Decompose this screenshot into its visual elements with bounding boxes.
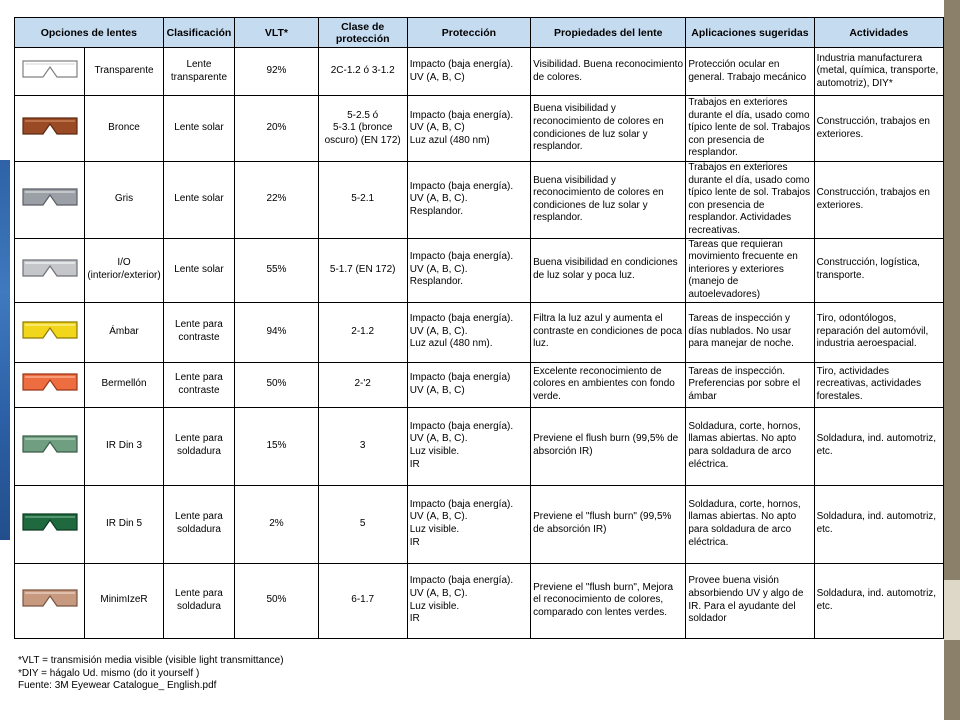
lens-swatch-cell xyxy=(15,485,85,563)
lens-row xyxy=(15,238,944,302)
lens-shine xyxy=(25,262,75,264)
lens-row xyxy=(15,485,944,563)
lens-row xyxy=(15,48,944,96)
lens-name: MinimIzeR xyxy=(85,563,163,638)
lens-shine xyxy=(25,516,75,518)
lens-swatch-icon xyxy=(21,115,79,137)
lens-classification: Lente para soldadura xyxy=(163,485,235,563)
lens-row xyxy=(15,407,944,485)
lens-name: Bronce xyxy=(85,96,163,162)
lens-swatch-cell xyxy=(15,362,85,407)
lens-protection-class: 2-1.2 xyxy=(318,302,407,362)
lens-swatch-icon xyxy=(21,371,79,393)
lens-vlt: 94% xyxy=(235,302,318,362)
lens-protection-class: 2C-1.2 ó 3-1.2 xyxy=(318,48,407,96)
header-protection-class: Clase de protección xyxy=(318,18,407,48)
lens-activities: Construcción, logística, transporte. xyxy=(814,238,943,302)
lens-name: Bermellón xyxy=(85,362,163,407)
lens-applications: Trabajos en exteriores durante el día, usado como típico lente de sol. Trabajos con presencia de resplandor. Actividades recreativas. xyxy=(686,162,814,239)
header-activities: Actividades xyxy=(814,18,943,48)
lens-vlt: 22% xyxy=(235,162,318,239)
lens-classification: Lente para soldadura xyxy=(163,563,235,638)
lens-applications: Soldadura, corte, hornos, llamas abiertas. No apto para soldadura de arco eléctrica. xyxy=(686,485,814,563)
lens-shine xyxy=(25,592,75,594)
lens-name: Gris xyxy=(85,162,163,239)
lens-properties: Filtra la luz azul y aumenta el contraste en condiciones de poca luz. xyxy=(531,302,686,362)
lens-classification: Lente transparente xyxy=(163,48,235,96)
lens-vlt: 50% xyxy=(235,563,318,638)
lens-classification: Lente solar xyxy=(163,162,235,239)
header-classification: Clasificación xyxy=(163,18,235,48)
lens-applications: Provee buena visión absorbiendo UV y algo de IR. Para el ayudante del soldador xyxy=(686,563,814,638)
lens-row xyxy=(15,302,944,362)
lens-protection: Impacto (baja energía). UV (A, B, C). Resplandor. xyxy=(407,238,530,302)
lens-row xyxy=(15,96,944,162)
lens-properties: Visibilidad. Buena reconocimiento de colores. xyxy=(531,48,686,96)
slide-left-accent xyxy=(0,160,10,540)
lens-row xyxy=(15,563,944,638)
header-lens-properties: Propiedades del lente xyxy=(531,18,686,48)
lens-vlt: 50% xyxy=(235,362,318,407)
lens-name: I/O (interior/exterior) xyxy=(85,238,163,302)
lens-shine xyxy=(25,324,75,326)
lens-protection: Impacto (baja energía) UV (A, B, C) xyxy=(407,362,530,407)
lens-name: Transparente xyxy=(85,48,163,96)
lens-name: IR Din 5 xyxy=(85,485,163,563)
lens-protection-class: 6-1.7 xyxy=(318,563,407,638)
lens-activities: Soldadura, ind. automotriz, etc. xyxy=(814,485,943,563)
header-suggested-applications: Aplicaciones sugeridas xyxy=(686,18,814,48)
lens-name: Ámbar xyxy=(85,302,163,362)
lens-activities: Industria manufacturera (metal, química, transporte, automotriz), DIY* xyxy=(814,48,943,96)
lens-applications: Trabajos en exteriores durante el día, usado como típico lente de sol. Trabajos con presencia de resplandor. xyxy=(686,96,814,162)
lens-classification: Lente solar xyxy=(163,238,235,302)
lens-protection-class: 5-2.5 ó 5-3.1 (bronce oscuro) (EN 172) xyxy=(318,96,407,162)
lens-protection-class: 5-1.7 (EN 172) xyxy=(318,238,407,302)
document-sheet xyxy=(10,0,944,720)
lens-protection: Impacto (baja energía). UV (A, B, C). Luz visible. IR xyxy=(407,485,530,563)
lens-applications: Tareas de inspección y días nublados. No usar para manejar de noche. xyxy=(686,302,814,362)
lens-activities: Soldadura, ind. automotriz, etc. xyxy=(814,407,943,485)
lens-properties: Previene el flush burn (99,5% de absorción IR) xyxy=(531,407,686,485)
lens-shine xyxy=(25,120,75,122)
lens-applications: Tareas de inspección. Preferencias por sobre el ámbar xyxy=(686,362,814,407)
lens-properties: Previene el "flush burn" (99,5% de absorción IR) xyxy=(531,485,686,563)
lens-classification: Lente solar xyxy=(163,96,235,162)
lens-activities: Soldadura, ind. automotriz, etc. xyxy=(814,563,943,638)
lens-properties: Buena visibilidad en condiciones de luz solar y poca luz. xyxy=(531,238,686,302)
lens-swatch-cell xyxy=(15,407,85,485)
lens-shine xyxy=(25,63,75,65)
lens-protection-class: 2-'2 xyxy=(318,362,407,407)
lens-swatch-icon xyxy=(21,511,79,533)
lens-vlt: 92% xyxy=(235,48,318,96)
header-row xyxy=(15,18,944,48)
footnote-source: Fuente: 3M Eyewear Catalogue_ English.pdf xyxy=(18,680,217,691)
lens-row xyxy=(15,362,944,407)
footnote-vlt: *VLT = transmisión media visible (visible light transmittance) xyxy=(18,655,284,666)
header-protection: Protección xyxy=(407,18,530,48)
lens-vlt: 20% xyxy=(235,96,318,162)
lens-swatch-cell xyxy=(15,563,85,638)
lens-properties: Buena visibilidad y reconocimiento de colores en condiciones de luz solar y resplandor. xyxy=(531,162,686,239)
lens-swatch-icon xyxy=(21,257,79,279)
lens-shine xyxy=(25,438,75,440)
lens-swatch-icon xyxy=(21,587,79,609)
lens-protection-class: 5-2.1 xyxy=(318,162,407,239)
lens-applications: Protección ocular en general. Trabajo mecánico xyxy=(686,48,814,96)
lens-options-table xyxy=(14,17,944,639)
lens-swatch-cell xyxy=(15,238,85,302)
lens-protection: Impacto (baja energía). UV (A, B, C). Luz visible. IR xyxy=(407,407,530,485)
lens-activities: Tiro, actividades recreativas, actividades forestales. xyxy=(814,362,943,407)
lens-swatch-icon xyxy=(21,319,79,341)
lens-protection: Impacto (baja energía). UV (A, B, C). Luz visible. IR xyxy=(407,563,530,638)
lens-vlt: 15% xyxy=(235,407,318,485)
lens-activities: Construcción, trabajos en exteriores. xyxy=(814,162,943,239)
lens-classification: Lente para contraste xyxy=(163,362,235,407)
lens-row xyxy=(15,162,944,239)
lens-properties: Buena visibilidad y reconocimiento de colores en condiciones de luz solar y resplandor. xyxy=(531,96,686,162)
footnote-diy: *DIY = hágalo Ud. mismo (do it yourself ) xyxy=(18,667,200,679)
lens-activities: Tiro, odontólogos, reparación del automóvil, industria aeroespacial. xyxy=(814,302,943,362)
lens-swatch-icon xyxy=(21,58,79,80)
lens-swatch-icon xyxy=(21,186,79,208)
lens-classification: Lente para soldadura xyxy=(163,407,235,485)
header-lens-options: Opciones de lentes xyxy=(15,18,164,48)
lens-swatch-cell xyxy=(15,48,85,96)
slide-right-notch xyxy=(944,580,960,640)
lens-vlt: 55% xyxy=(235,238,318,302)
lens-protection-class: 3 xyxy=(318,407,407,485)
lens-classification: Lente para contraste xyxy=(163,302,235,362)
lens-rows xyxy=(15,48,944,639)
lens-swatch-cell xyxy=(15,302,85,362)
lens-properties: Excelente reconocimiento de colores en ambientes con fondo verde. xyxy=(531,362,686,407)
lens-properties: Previene el "flush burn", Mejora el reconocimiento de colores, comparado con lentes verdes. xyxy=(531,563,686,638)
lens-name: IR Din 3 xyxy=(85,407,163,485)
lens-swatch-cell xyxy=(15,96,85,162)
lens-activities: Construcción, trabajos en exteriores. xyxy=(814,96,943,162)
lens-swatch-cell xyxy=(15,162,85,239)
header-vlt: VLT* xyxy=(235,18,318,48)
lens-shine xyxy=(25,376,75,378)
lens-applications: Tareas que requieran movimiento frecuente en interiores y exteriores (manejo de autoelevadores) xyxy=(686,238,814,302)
lens-shine xyxy=(25,191,75,193)
lens-protection: Impacto (baja energía). UV (A, B, C). Luz azul (480 nm). xyxy=(407,302,530,362)
lens-protection: Impacto (baja energía). UV (A, B, C) Luz azul (480 nm) xyxy=(407,96,530,162)
lens-vlt: 2% xyxy=(235,485,318,563)
lens-swatch-icon xyxy=(21,433,79,455)
lens-applications: Soldadura, corte, hornos, llamas abiertas. No apto para soldadura de arco eléctrica. xyxy=(686,407,814,485)
footnotes xyxy=(18,655,284,693)
lens-protection: Impacto (baja energía). UV (A, B, C) xyxy=(407,48,530,96)
lens-protection-class: 5 xyxy=(318,485,407,563)
lens-protection: Impacto (baja energía). UV (A, B, C). Resplandor. xyxy=(407,162,530,239)
